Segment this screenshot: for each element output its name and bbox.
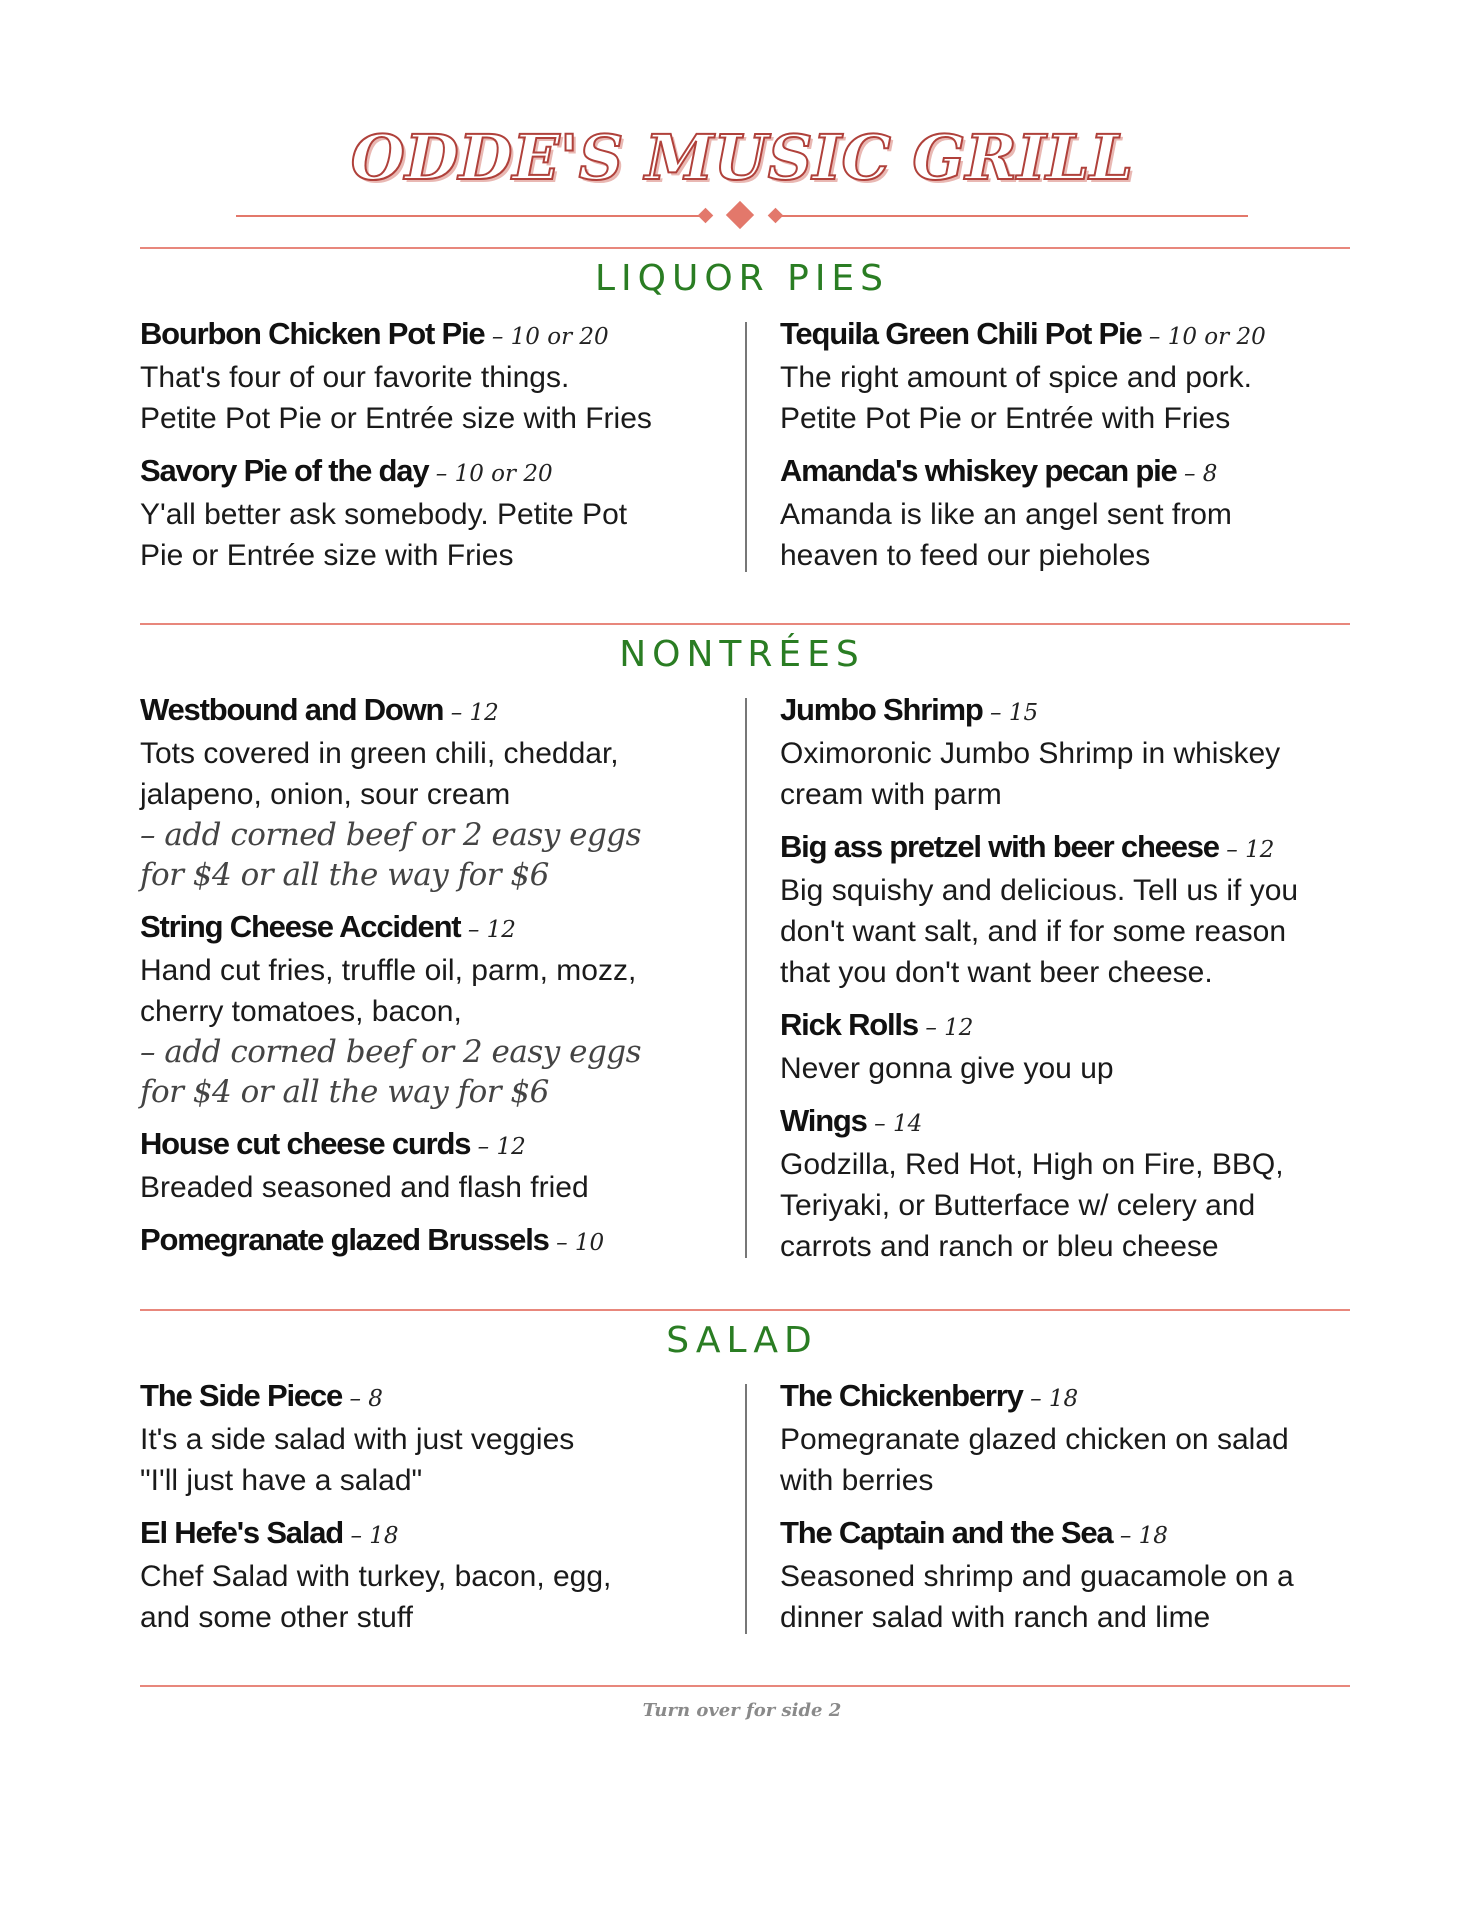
menu-item-price: – 12 — [477, 1134, 526, 1160]
menu-item-addon-note: – add corned beef or 2 easy eggs — [140, 1034, 642, 1070]
menu-item — [140, 1376, 700, 1501]
menu-item-price: – 10 — [556, 1230, 605, 1256]
menu-item-description: Tots covered in green chili, cheddar, — [140, 737, 619, 770]
menu-item-name: String Cheese Accident — [140, 909, 461, 944]
column-divider — [745, 322, 747, 572]
menu-item-addon-note: for $4 or all the way for $6 — [140, 1074, 549, 1110]
menu-item-name: The Captain and the Sea — [780, 1515, 1113, 1550]
menu-item-description: Pie or Entrée size with Fries — [140, 539, 514, 572]
section-title-liquor-pies: LIQUOR PIES — [594, 258, 890, 299]
menu-item-description: Y'all better ask somebody. Petite Pot — [140, 498, 628, 531]
menu-item-heading — [140, 1376, 700, 1419]
menu-item-description: dinner salad with ranch and lime — [780, 1601, 1211, 1634]
salad-right-column — [780, 1376, 1340, 1650]
menu-item-description: That's four of our favorite things. — [140, 361, 570, 394]
menu-item — [140, 690, 700, 895]
menu-item-heading — [140, 314, 700, 357]
menu-item-heading — [140, 907, 700, 950]
menu-item-description: Godzilla, Red Hot, High on Fire, BBQ, — [780, 1148, 1284, 1181]
menu-item-heading — [780, 1376, 1340, 1419]
menu-item-description: that you don't want beer cheese. — [780, 956, 1213, 989]
menu-item-name: Wings — [780, 1103, 867, 1138]
menu-item — [780, 1101, 1340, 1267]
section-rule — [140, 1309, 1350, 1311]
menu-item-description: and some other stuff — [140, 1601, 413, 1634]
menu-item-heading — [780, 314, 1340, 357]
menu-item-price: – 18 — [1119, 1523, 1168, 1549]
menu-item-price: – 12 — [467, 917, 516, 943]
menu-item-description: Chef Salad with turkey, bacon, egg, — [140, 1560, 612, 1593]
nontrees-right-column — [780, 690, 1340, 1279]
menu-item-name: The Side Piece — [140, 1378, 343, 1413]
menu-item-name: Big ass pretzel with beer cheese — [780, 829, 1219, 864]
menu-item-description: Petite Pot Pie or Entrée size with Fries — [140, 402, 652, 435]
menu-item-description: Breaded seasoned and flash fried — [140, 1171, 589, 1204]
menu-item-heading — [140, 690, 700, 733]
menu-item-heading — [140, 451, 700, 494]
menu-item-description: It's a side salad with just veggies — [140, 1423, 575, 1456]
menu-item-price: – 10 or 20 — [1148, 324, 1266, 350]
menu-item — [780, 827, 1340, 993]
menu-item-name: Bourbon Chicken Pot Pie — [140, 316, 485, 351]
menu-item-price: – 10 or 20 — [491, 324, 609, 350]
column-divider — [745, 698, 747, 1258]
menu-item-description: Oximoronic Jumbo Shrimp in whiskey — [780, 737, 1281, 770]
footer-rule — [140, 1685, 1350, 1687]
menu-item-name: El Hefe's Salad — [140, 1515, 344, 1550]
menu-item-heading — [780, 1513, 1340, 1556]
menu-item-description: cream with parm — [780, 778, 1002, 811]
menu-item-heading — [140, 1513, 700, 1556]
menu-item-description: Never gonna give you up — [780, 1052, 1114, 1085]
menu-item-heading — [780, 690, 1340, 733]
menu-item-name: House cut cheese curds — [140, 1126, 471, 1161]
menu-item-addon-note: for $4 or all the way for $6 — [140, 857, 549, 893]
menu-item — [140, 907, 700, 1112]
menu-item — [780, 1376, 1340, 1501]
menu-item-description: "I'll just have a salad" — [140, 1464, 423, 1497]
menu-item — [780, 1005, 1340, 1089]
menu-item-name: Westbound and Down — [140, 692, 444, 727]
menu-item-addon-note: – add corned beef or 2 easy eggs — [140, 817, 642, 853]
menu-item — [780, 314, 1340, 439]
menu-item-heading — [780, 1101, 1340, 1144]
menu-item — [780, 1513, 1340, 1638]
menu-item-description: cherry tomatoes, bacon, — [140, 995, 462, 1028]
liquor-pies-left-column — [140, 314, 700, 588]
title-ornament — [236, 204, 1248, 228]
menu-item-price: – 14 — [874, 1111, 923, 1137]
menu-item-description: Big squishy and delicious. Tell us if you — [780, 874, 1299, 907]
menu-item-heading — [780, 451, 1340, 494]
footer-note: Turn over for side 2 — [642, 1700, 842, 1721]
menu-item-price: – 12 — [925, 1015, 974, 1041]
menu-item-description: Pomegranate glazed chicken on salad — [780, 1423, 1289, 1456]
menu-item-name: The Chickenberry — [780, 1378, 1023, 1413]
menu-item-description: Seasoned shrimp and guacamole on a — [780, 1560, 1294, 1593]
menu-item-price: – 8 — [1184, 461, 1218, 487]
menu-item-price: – 8 — [349, 1386, 383, 1412]
column-divider — [745, 1384, 747, 1634]
menu-item-price: – 18 — [1030, 1386, 1079, 1412]
menu-item-description: Hand cut fries, truffle oil, parm, mozz, — [140, 954, 637, 987]
menu-item-heading — [140, 1220, 700, 1263]
menu-item-price: – 12 — [1226, 837, 1275, 863]
menu-item-description: The right amount of spice and pork. — [780, 361, 1252, 394]
menu-item-description: don't want salt, and if for some reason — [780, 915, 1287, 948]
menu-item-description: with berries — [780, 1464, 934, 1497]
menu-item — [140, 1220, 700, 1263]
nontrees-left-column — [140, 690, 700, 1275]
menu-item-price: – 10 or 20 — [435, 461, 553, 487]
menu-item-description: jalapeno, onion, sour cream — [140, 778, 511, 811]
menu-item-description: Teriyaki, or Butterface w/ celery and — [780, 1189, 1256, 1222]
menu-item-heading — [780, 827, 1340, 870]
menu-item-price: – 15 — [990, 700, 1039, 726]
menu-item-name: Tequila Green Chili Pot Pie — [780, 316, 1142, 351]
section-title-nontrees: NONTRÉES — [619, 634, 865, 675]
salad-left-column — [140, 1376, 700, 1650]
menu-item-name: Rick Rolls — [780, 1007, 918, 1042]
menu-item-description: heaven to feed our pieholes — [780, 539, 1151, 572]
menu-item — [140, 1124, 700, 1208]
menu-item — [140, 451, 700, 576]
menu-item-price: – 12 — [450, 700, 499, 726]
menu-item-name: Jumbo Shrimp — [780, 692, 983, 727]
menu-item-heading — [780, 1005, 1340, 1048]
menu-item — [140, 314, 700, 439]
menu-item-name: Savory Pie of the day — [140, 453, 429, 488]
menu-item-description: Petite Pot Pie or Entrée with Fries — [780, 402, 1231, 435]
menu-item — [780, 451, 1340, 576]
menu-item — [140, 1513, 700, 1638]
liquor-pies-right-column — [780, 314, 1340, 588]
section-rule — [140, 247, 1350, 249]
section-title-salad: SALAD — [666, 1320, 818, 1361]
menu-item-price: – 18 — [350, 1523, 399, 1549]
menu-item-name: Pomegranate glazed Brussels — [140, 1222, 549, 1257]
section-rule — [140, 623, 1350, 625]
menu-item — [780, 690, 1340, 815]
restaurant-title: ODDE'S MUSIC GRILL — [350, 121, 1134, 194]
menu-item-heading — [140, 1124, 700, 1167]
menu-item-description: Amanda is like an angel sent from — [780, 498, 1232, 531]
menu-item-description: carrots and ranch or bleu cheese — [780, 1230, 1219, 1263]
menu-item-name: Amanda's whiskey pecan pie — [780, 453, 1177, 488]
